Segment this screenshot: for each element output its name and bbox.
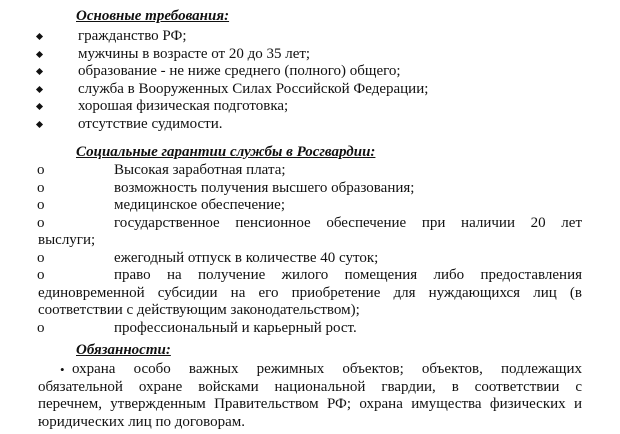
list-item: образование - не ниже среднего (полного) общего; bbox=[0, 63, 620, 81]
list-item: мужчины в возрасте от 20 до 35 лет; bbox=[0, 46, 620, 64]
list-item: o профессиональный и карьерный рост. bbox=[37, 319, 357, 336]
circle-bullet-icon: o bbox=[37, 267, 45, 283]
requirements-list bbox=[0, 28, 620, 133]
duties-line: обязательной охране войсками национальной гвардии, в соответствии с bbox=[38, 378, 582, 395]
circle-bullet-icon: o bbox=[37, 249, 45, 266]
round-bullet-icon: • bbox=[60, 362, 65, 377]
duties-line: юридических лиц по договорам. bbox=[38, 413, 246, 430]
list-item: o ежегодный отпуск в количестве 40 суток; bbox=[37, 249, 379, 266]
list-item: отсутствие судимости. bbox=[0, 116, 620, 134]
list-item: хорошая физическая подготовка; bbox=[0, 98, 620, 116]
list-item-continuation: единовременной субсидии на его приобретение для нуждающихся лиц (в bbox=[38, 284, 582, 301]
list-item: гражданство РФ; bbox=[0, 28, 620, 46]
diamond-bullet-icon bbox=[36, 85, 43, 92]
diamond-bullet-icon bbox=[36, 103, 43, 110]
circle-bullet-icon: o bbox=[37, 214, 45, 231]
diamond-bullet-icon bbox=[36, 120, 43, 127]
duties-line: перечнем, утвержденным Правительством РФ; охрана имущества физических и bbox=[38, 396, 582, 412]
list-item: служба в Вооруженных Силах Российской Федерации; bbox=[0, 81, 620, 99]
circle-bullet-icon: o bbox=[37, 179, 45, 196]
heading-main-requirements: Основные требования: bbox=[76, 8, 230, 24]
circle-bullet-icon: o bbox=[37, 197, 45, 213]
list-item: o возможность получения высшего образования; bbox=[37, 179, 415, 196]
list-item: o государственное пенсионное обеспечение при наличии 20 лет bbox=[37, 214, 582, 231]
duties-line: • охрана особо важных режимных объектов; объектов, подлежащих bbox=[60, 361, 582, 377]
heading-social-guarantees: Социальные гарантии службы в Росгвардии: bbox=[76, 144, 376, 160]
guarantees-list bbox=[0, 162, 620, 337]
list-item: o Высокая заработная плата; bbox=[37, 162, 286, 178]
diamond-bullet-icon bbox=[36, 50, 43, 57]
diamond-bullet-icon bbox=[36, 68, 43, 75]
list-item-continuation: выслуги; bbox=[38, 232, 96, 248]
circle-bullet-icon: o bbox=[37, 319, 45, 336]
list-item: o медицинское обеспечение; bbox=[37, 197, 285, 213]
list-item-continuation: соответствии с действующим законодательством); bbox=[38, 302, 360, 318]
diamond-bullet-icon bbox=[36, 33, 43, 40]
circle-bullet-icon: o bbox=[37, 162, 45, 178]
list-item: o право на получение жилого помещения либо предоставления bbox=[37, 267, 582, 283]
duties-paragraph bbox=[38, 361, 582, 431]
heading-duties: Обязанности: bbox=[76, 342, 171, 358]
